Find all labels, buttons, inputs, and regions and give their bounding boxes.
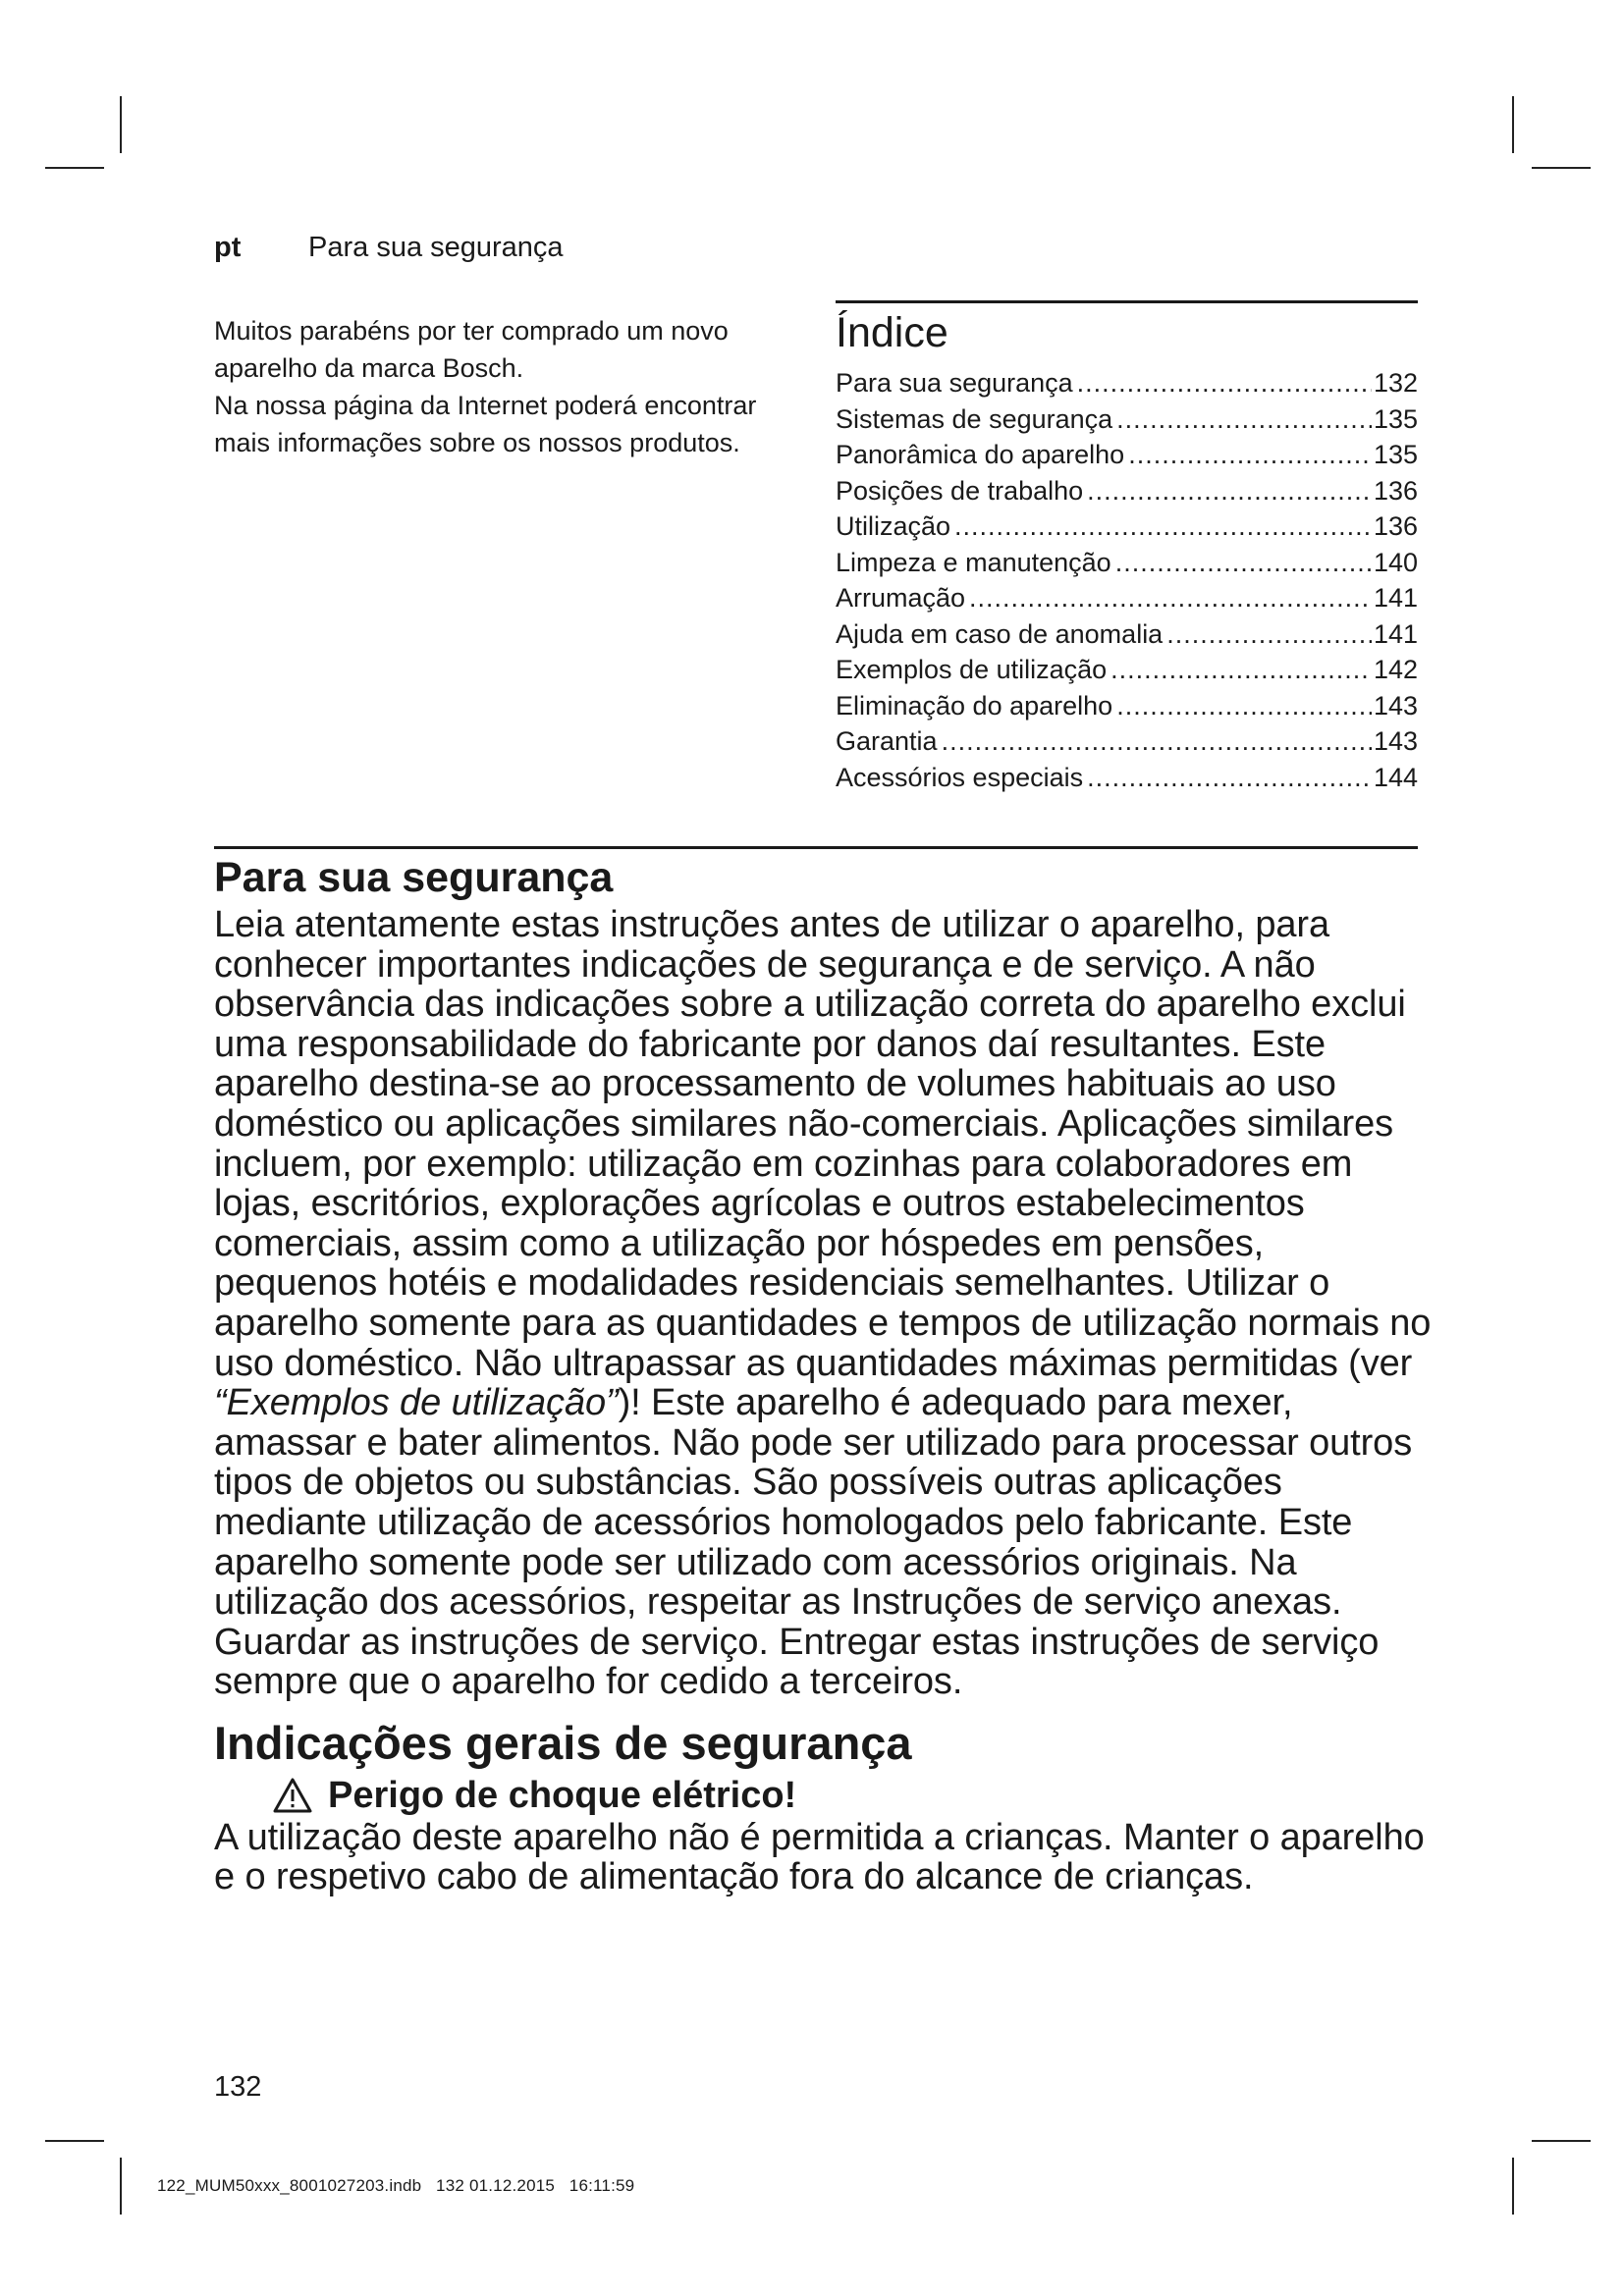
toc-item-label: Posições de trabalho — [836, 475, 1084, 506]
header-title: Para sua segurança — [308, 232, 564, 263]
toc-leader-dots — [969, 580, 1372, 616]
safety-text-part-2: )! Este aparelho é adequado para mexer, amassar e bater alimentos. Não pode ser utilizado para processar outros tipos de objetos ou substâncias. São possíveis outras aplicações mediante utilização de acessórios homologados pelo fabricante. Este aparelho somente pode ser utilizado com acessórios originais. Na utilização dos acessórios, respeitar as Instruções de serviço anexas. Guardar as instruções de serviço. Entregar estas instruções de serviço sempre que o aparelho for cedido a terceiros. — [214, 1382, 1413, 1703]
general-safety-heading: Indicações gerais de segurança — [214, 1716, 912, 1769]
toc-item — [836, 580, 1418, 616]
toc-leader-dots — [1115, 545, 1372, 581]
crop-mark-bottom-left-vertical — [120, 2158, 122, 2215]
warning-title: Perigo de choque elétrico! — [328, 1774, 797, 1816]
toc-item-label: Sistemas de segurança — [836, 403, 1113, 434]
toc-item-label: Limpeza e manutenção — [836, 547, 1111, 577]
toc-item-page: 143 — [1373, 690, 1418, 721]
toc-item — [836, 760, 1418, 796]
toc-item-label: Arrumação — [836, 583, 966, 613]
toc-item-label: Exemplos de utilização — [836, 655, 1108, 684]
crop-mark-top-left-horizontal — [45, 167, 104, 169]
running-header — [214, 232, 564, 264]
section-rule — [214, 846, 1418, 849]
toc-item-label: Panorâmica do aparelho — [836, 440, 1125, 469]
toc-item-page: 144 — [1373, 762, 1418, 792]
crop-mark-bottom-right-vertical — [1512, 2158, 1514, 2215]
toc-item — [836, 473, 1418, 509]
intro-paragraph-2: Na nossa página da Internet poderá encontrar mais informações sobre os nossos produtos. — [214, 391, 757, 457]
crop-mark-top-right-horizontal — [1532, 167, 1591, 169]
toc-item — [836, 365, 1418, 401]
toc-item-page: 141 — [1373, 583, 1418, 613]
toc-leader-dots — [1116, 688, 1372, 724]
toc-item-label: Ajuda em caso de anomalia — [836, 618, 1164, 649]
toc-item — [836, 401, 1418, 438]
toc-item-page: 142 — [1373, 655, 1418, 684]
toc-item — [836, 508, 1418, 545]
toc-item — [836, 545, 1418, 581]
toc-item-page: 135 — [1373, 403, 1418, 434]
toc-leader-dots — [1087, 473, 1372, 509]
toc-item-label: Acessórios especiais — [836, 762, 1084, 792]
toc-item-page: 135 — [1373, 440, 1418, 469]
toc-leader-dots — [942, 723, 1372, 760]
toc-title: Índice — [836, 309, 948, 356]
toc-item-page: 140 — [1373, 547, 1418, 577]
intro-text — [214, 312, 803, 461]
toc-item-page: 141 — [1373, 618, 1418, 649]
safety-heading: Para sua segurança — [214, 854, 614, 901]
toc-top-rule — [836, 300, 1418, 303]
toc-leader-dots — [1128, 437, 1372, 473]
crop-mark-bottom-left-horizontal — [45, 2140, 104, 2142]
main-content — [214, 850, 1432, 1897]
table-of-contents — [836, 306, 1418, 795]
crop-mark-bottom-right-horizontal — [1532, 2140, 1591, 2142]
language-code: pt — [214, 232, 242, 263]
safety-reference: “Exemplos de utilização” — [214, 1382, 619, 1424]
toc-item — [836, 688, 1418, 724]
page-number: 132 — [214, 2071, 262, 2103]
safety-body — [214, 905, 1432, 1702]
crop-mark-top-right-vertical — [1512, 96, 1514, 153]
toc-item-page: 132 — [1373, 368, 1418, 398]
toc-leader-dots — [1087, 760, 1372, 796]
toc-item — [836, 616, 1418, 653]
print-footer: 122_MUM50xxx_8001027203.indb 132 01.12.2015 16:11:59 — [157, 2176, 635, 2195]
toc-item-page: 143 — [1373, 726, 1418, 756]
toc-leader-dots — [954, 508, 1372, 545]
toc-list — [836, 365, 1418, 795]
crop-mark-top-left-vertical — [120, 96, 122, 153]
toc-item — [836, 437, 1418, 473]
toc-item-label: Para sua segurança — [836, 368, 1073, 398]
toc-item-label: Utilização — [836, 511, 951, 541]
toc-item-page: 136 — [1373, 475, 1418, 506]
toc-leader-dots — [1166, 616, 1372, 653]
toc-item — [836, 652, 1418, 688]
toc-item-label: Garantia — [836, 726, 938, 756]
toc-leader-dots — [1077, 365, 1372, 401]
warning-triangle-icon — [273, 1778, 312, 1813]
toc-item-page: 136 — [1373, 511, 1418, 541]
toc-leader-dots — [1116, 401, 1372, 438]
warning-text: A utilização deste aparelho não é permitida a crianças. Manter o aparelho e o respetivo cabo de alimentação fora do alcance de crianças. — [214, 1816, 1425, 1898]
toc-item-label: Eliminação do aparelho — [836, 690, 1113, 721]
safety-text-part-1: Leia atentamente estas instruções antes de utilizar o aparelho, para conhecer importantes indicações de segurança e de serviço. A não observância das indicações sobre a utilização correta do aparelho exclui uma responsabilidade do fabricante por danos daí resultantes. Este aparelho destina-se ao processamento de volumes habituais ao uso doméstico ou aplicações similares não-comerciais. Aplicações similares incluem, por exemplo: utilização em cozinhas para colaboradores em lojas, escritórios, explorações agrícolas e outros estabelecimentos comerciais, assim como a utilização por hóspedes em pensões, pequenos hotéis e modalidades residenciais semelhantes. Utilizar o aparelho somente para as quantidades e tempos de utilização normais no uso doméstico. Não ultrapassar as quantidades máximas permitidas (ver — [214, 904, 1432, 1384]
toc-item — [836, 723, 1418, 760]
toc-leader-dots — [1110, 652, 1372, 688]
intro-paragraph-1: Muitos parabéns por ter comprado um novo aparelho da marca Bosch. — [214, 316, 729, 383]
warning-heading — [214, 1773, 1432, 1818]
